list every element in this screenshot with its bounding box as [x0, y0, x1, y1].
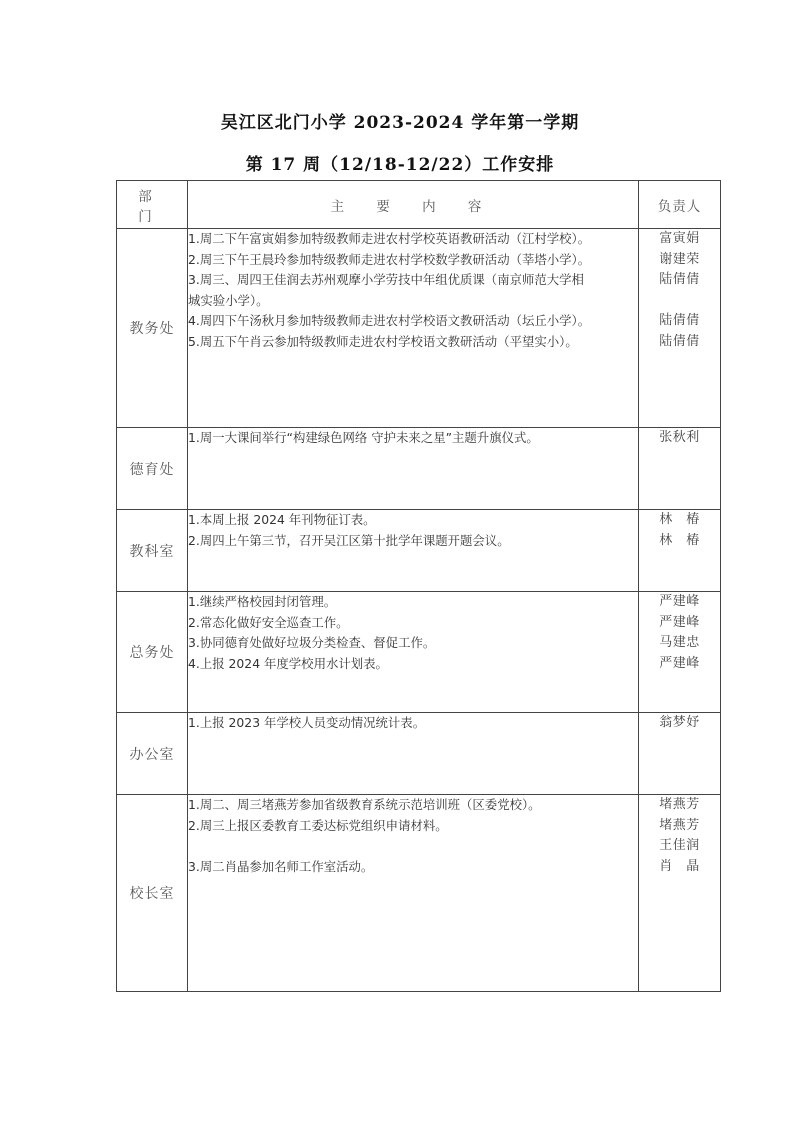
task-item: 3.协同德育处做好垃圾分类检查、督促工作。: [188, 635, 436, 650]
task-item: 5.周五下午肖云参加特级教师走进农村学校语文教研活动（平望实小）。: [188, 333, 578, 349]
owner-cell: [639, 510, 721, 592]
owner-name: 张秋利: [659, 430, 700, 445]
owner-name: 肖 晶: [659, 858, 700, 874]
department-cell: 德育处: [117, 428, 188, 510]
task-item: 1.上报 2023 年学校人员变动情况统计表。: [188, 715, 426, 730]
schedule-table: [116, 180, 721, 992]
table-header-row: [117, 181, 721, 229]
owner-cell: [639, 428, 721, 510]
content-cell: [188, 592, 639, 713]
department-cell: 教务处: [117, 229, 188, 428]
owner-name: 林 椿: [659, 512, 700, 527]
content-cell: [188, 510, 639, 592]
owner-cell: [639, 795, 721, 992]
task-item: 1.周二、周三堵燕芳参加省级教育系统示范培训班（区委党校）。: [188, 797, 541, 812]
task-item: 2.周三上报区委教育工委达标党组织申请材料。: [188, 817, 448, 833]
table-row-general-affairs: [117, 592, 721, 713]
table-row-academic-affairs: [117, 229, 721, 428]
owner-name: 堵燕芳: [659, 797, 700, 812]
task-item-continued: 城实验小学）。: [188, 292, 269, 308]
content-cell: [188, 795, 639, 992]
owner-name: 堵燕芳: [659, 817, 700, 833]
task-item: 2.周四上午第三节，召开吴江区第十批学年课题开题会议。: [188, 532, 510, 548]
table-row-education-research: [117, 510, 721, 592]
task-item: 1.周一大课间举行“构建绿色网络 守护未来之星”主题升旗仪式。: [188, 430, 539, 445]
owner-spacer: [639, 291, 720, 312]
task-item: 3.周二肖晶参加名师工作室活动。: [188, 858, 374, 874]
department-cell: 总务处: [117, 592, 188, 713]
owner-cell: [639, 713, 721, 795]
task-item: 1.本周上报 2024 年刊物征订表。: [188, 512, 376, 527]
owner-cell: [639, 229, 721, 428]
department-cell: 校长室: [117, 795, 188, 992]
owner-name: 陆倩倩: [659, 333, 700, 349]
header-content: 主 要 内 容: [188, 181, 639, 229]
department-cell: 教科室: [117, 510, 188, 592]
owner-name: 马建忠: [659, 635, 700, 650]
content-spacer: [188, 836, 638, 857]
task-item: 2.周三下午王晨玲参加特级教师走进农村学校数学教研活动（莘塔小学）。: [188, 251, 591, 267]
department-cell: 办公室: [117, 713, 188, 795]
header-owner: 负责人: [639, 181, 721, 229]
owner-name: 王佳润: [659, 838, 700, 853]
owner-name: 富寅娟: [659, 231, 700, 246]
owner-name: 严建峰: [659, 594, 700, 609]
task-item: 1.继续严格校园封闭管理。: [188, 594, 337, 609]
header-department: 部 门: [117, 181, 188, 229]
document-subtitle: 第 17 周（12/18-12/22）工作安排: [245, 155, 555, 175]
owner-name: 严建峰: [659, 655, 700, 671]
owner-name: 谢建荣: [659, 251, 700, 267]
table-row-principal-office: [117, 795, 721, 992]
task-item: 4.周四下午汤秋月参加特级教师走进农村学校语文教研活动（坛丘小学）。: [188, 313, 591, 328]
owner-name: 严建峰: [659, 614, 700, 630]
table-row-moral-education: [117, 428, 721, 510]
content-cell: [188, 713, 639, 795]
content-cell: [188, 229, 639, 428]
owner-name: 林 椿: [659, 532, 700, 548]
task-item: 4.上报 2024 年度学校用水计划表。: [188, 655, 388, 671]
task-item: 2.常态化做好安全巡查工作。: [188, 614, 349, 630]
owner-cell: [639, 592, 721, 713]
table-row-office: [117, 713, 721, 795]
owner-name: 陆倩倩: [659, 313, 700, 328]
document-title: 吴江区北门小学 2023-2024 学年第一学期: [220, 113, 580, 133]
task-item: 3.周三、周四王佳润去苏州观摩小学劳技中年组优质课（南京师范大学相: [188, 272, 584, 287]
owner-name: 翁梦妤: [659, 715, 700, 730]
content-cell: [188, 428, 639, 510]
owner-name: 陆倩倩: [659, 272, 700, 287]
task-item: 1.周二下午富寅娟参加特级教师走进农村学校英语教研活动（江村学校）。: [188, 231, 591, 246]
